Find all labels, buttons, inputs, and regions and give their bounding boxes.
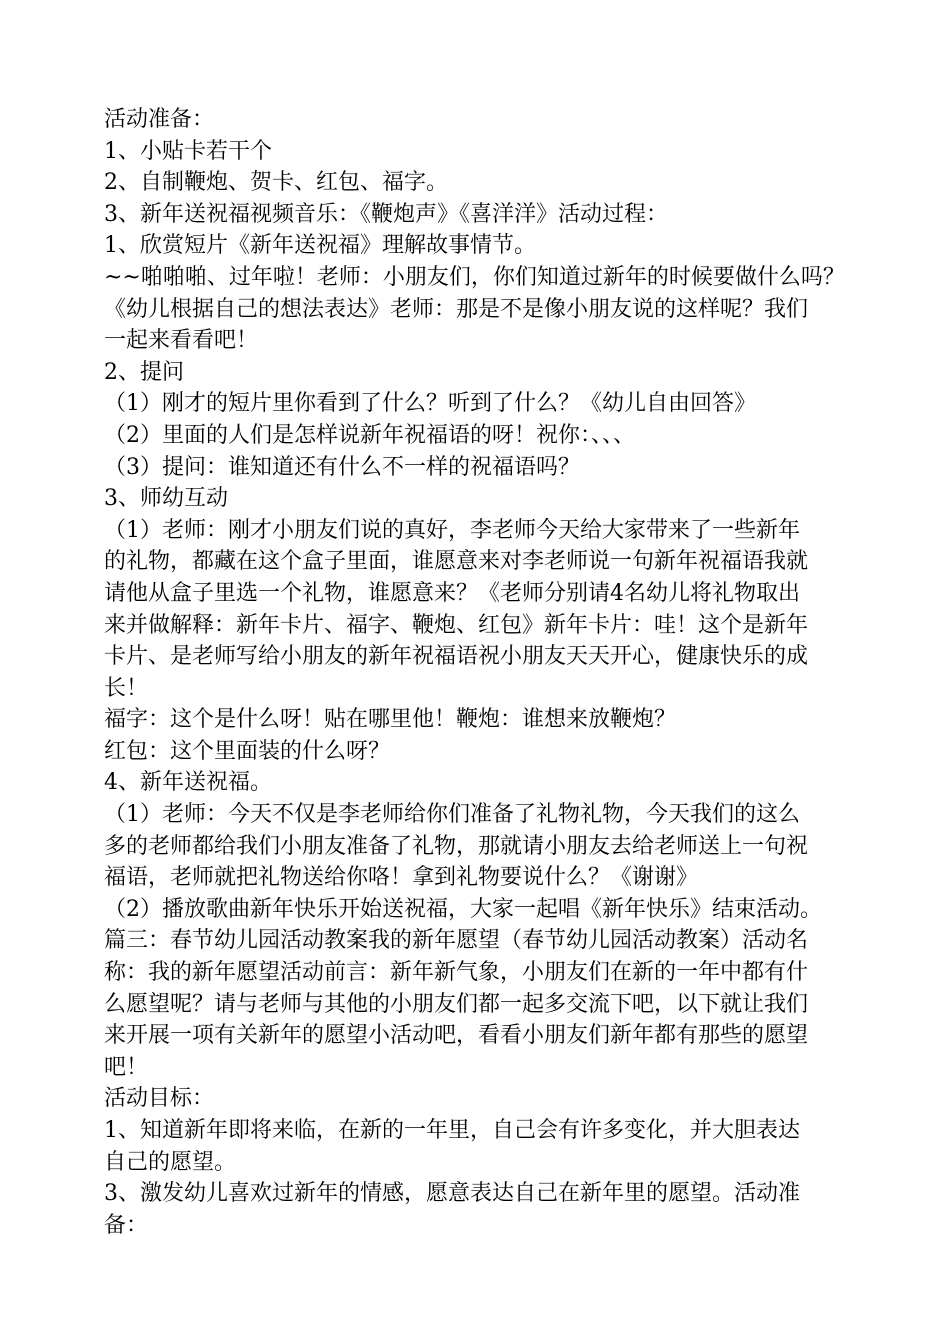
text-line: 3、新年送祝福视频音乐：《鞭炮声》《喜洋洋》活动过程： [104, 201, 668, 227]
text-line: 福字：这个是什么呀！贴在哪里他！鞭炮：谁想来放鞭炮？ [104, 707, 677, 733]
text-line: 3、师幼互动 [104, 486, 228, 512]
text-line: （2）播放歌曲新年快乐开始送祝福，大家一起唱《新年快乐》结束活动。 [104, 896, 822, 922]
text-line: 2、提问 [104, 359, 184, 385]
text-line: 来开展一项有关新年的愿望小活动吧，看看小朋友们新年都有那些的愿望 [104, 1023, 809, 1049]
text-line: ~~啪啪啪、过年啦！老师：小朋友们，你们知道过新年的时候要做什么吗？ [104, 264, 845, 290]
text-line: （1）老师：刚才小朋友们说的真好，李老师今天给大家带来了一些新年 [104, 517, 800, 543]
text-line: 请他从盒子里选一个礼物，谁愿意来？《老师分别请4名幼儿将礼物取出 [104, 580, 800, 606]
text-line: 称：我的新年愿望活动前言：新年新气象，小朋友们在新的一年中都有什 [104, 960, 809, 986]
text-line: 么愿望呢？请与老师与其他的小朋友们都一起多交流下吧，以下就让我们 [104, 991, 809, 1017]
text-line: 一起来看看吧！ [104, 328, 259, 354]
text-line: 卡片、是老师写给小朋友的新年祝福语祝小朋友天天开心，健康快乐的成 [104, 644, 809, 670]
text-line: 来并做解释：新年卡片、福字、鞭炮、红包》新年卡片：哇！这个是新年 [104, 612, 809, 638]
text-line: 4、新年送祝福。 [104, 770, 272, 796]
text-line: 多的老师都给我们小朋友准备了礼物，那就请小朋友去给老师送上一句祝 [104, 833, 809, 859]
text-line: （1）老师：今天不仅是李老师给你们准备了礼物礼物，今天我们的这么 [104, 802, 800, 828]
text-line: （3）提问：谁知道还有什么不一样的祝福语吗？ [104, 454, 580, 480]
text-line: 篇三：春节幼儿园活动教案我的新年愿望（春节幼儿园活动教案）活动名 [104, 928, 809, 954]
text-line: 红包：这个里面装的什么呀？ [104, 738, 391, 764]
text-line: 长！ [104, 675, 149, 701]
text-line: 2、自制鞭炮、贺卡、红包、福字。 [104, 170, 448, 196]
text-line: 自己的愿望。 [104, 1149, 237, 1175]
text-line: 福语，老师就把礼物送给你咯！拿到礼物要说什么？《谢谢》 [104, 865, 699, 891]
text-line: （2）里面的人们是怎样说新年祝福语的呀！祝你：、、、 [104, 422, 635, 448]
text-line: 《幼儿根据自己的想法表达》老师：那是不是像小朋友说的这样呢？我们 [104, 296, 809, 322]
text-line: 活动准备： [104, 107, 215, 132]
text-line: 1、小贴卡若干个 [104, 138, 272, 164]
text-line: 1、欣赏短片《新年送祝福》理解故事情节。 [104, 233, 536, 259]
text-line: 备： [104, 1212, 149, 1238]
text-line: 1、知道新年即将来临，在新的一年里，自己会有许多变化，并大胆表达 [104, 1118, 800, 1143]
document-body [104, 104, 864, 1241]
text-line: 活动目标： [104, 1086, 215, 1112]
text-line: 3、激发幼儿喜欢过新年的情感，愿意表达自己在新年里的愿望。活动准 [104, 1181, 800, 1207]
text-line: 的礼物，都藏在这个盒子里面，谁愿意来对李老师说一句新年祝福语我就 [104, 549, 809, 575]
text-line: （1）刚才的短片里你看到了什么？听到了什么？《幼儿自由回答》 [104, 391, 756, 417]
text-line: 吧！ [104, 1054, 149, 1080]
